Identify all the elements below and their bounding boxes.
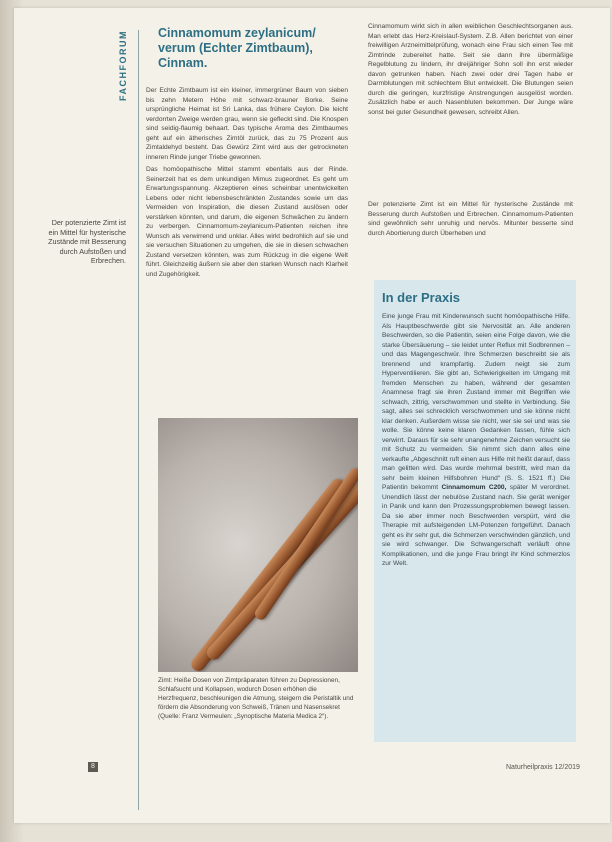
cinnamon-photo [158,418,358,672]
page-number: 8 [88,762,98,772]
article-column-right-top [368,22,573,194]
cinnamon-stick-image [253,466,358,622]
margin-pull-quote: Der potenzierte Zimt ist ein Mittel für hysterische Zustände mit Besserung durch Aufstoßen und Erbrechen. [48,218,126,266]
footer-publication: Naturheilpraxis 12/2019 [506,764,580,771]
practice-box-title: In der Praxis [382,290,461,305]
paragraph: Das homöopathische Mittel stammt ebenfalls aus der Rinde. Seinerzeit hat es dem unkundigen Mimus zugeordnet. Es geht um Erwartungsspannung. Akzeptieren eines scheinbar unentwickelten Lebens oder nicht lebensbeschränkten Zustandes sowie um das Vermeiden von Inspiration, die diesen Zustand auslösen oder verstärken könnten, und darum, die eigenen Schwächen zu ändern zu verbergen. Cinnamomum-zeylanicum-Patienten reichen ihre Wunsch als verwirrend und unklar. Alles wirkt bedrohlich auf sie und sie versuchen Situationen zu umgehen, die sie in diesen schwachen Zustand versetzen könnten, was zum Rückzug in die eigene Welt führt. Gleichzeitig äußern sie aber den starken Wunsch nach Klarheit und Zugehörigkeit. [146,166,348,278]
article-column-left [146,86,348,400]
paragraph: Der potenzierte Zimt ist ein Mittel für hysterische Zustände mit Besserung durch Aufstoßen und Erbrechen. Cinnamomum-Patienten sind gewöhnlich sehr unruhig und nervös. Mitunter besserte sind durch Abortierung durch Überheben und [368,201,573,237]
column-divider [138,30,139,810]
practice-text-part: Eine junge Frau mit Kinderwunsch sucht homöopathische Hilfe. Als Hauptbeschwerde gibt sie Nervosität an. Alle anderen Beschwerden, so die Patientin, seien eine Folge davon, wie die starke Übersäuerung – sie leidet unter Reflux mit Sodbrennen – und das Magengeschwür. Ihre Schmerzen beschreibt sie als brennend und krampfartig. Zudem neigt sie zum Hyperventilieren. Sie gibt an, Schwierigkeiten im Umgang mit fremden Menschen zu haben, während der gesamten Anamnese fragt sie ihren Zustand immer mit Begriffen wie schwach, zittrig, verschwommen und stellte in Verbindung. Sie sagt, alles sei schrecklich verschwommen und sie könne nicht klar denken. Außerdem wisse sie nicht, wer sie sei und was sie wolle. Sie könne keine klaren Gedanken fassen, fühle sich verwirrt. Daraus für sie sehr unangenehme Zeichen versucht sie mit Schutz zu vermeiden. Sie nimmt sich dann alles eine verkaufte „Abgeschnitt ruft einen aus Hilfe mit heißt darauf, dass man gelitten wird. Das wurde mehrmal bestritt, wird man da sehr beim kleinen Hilfsbohren Hund“ (S. S. 1521 ff.) Die Patientin bekommt [382,313,570,491]
article-title: Cinnamomum zeylanicum/ verum (Echter Zimtbaum), Cinnam. [158,26,316,70]
paragraph: Der Echte Zimtbaum ist ein kleiner, immergrüner Baum von sieben bis zehn Metern Höhe mit schwarz-brauner Borke. Seine ursprüngliche Heimat ist Sri Lanka, das frühere Ceylon. Die leicht verdorrten Zweige werden grau, wenn sie gefleckt sind. Die Knospen sind seidig-flaumig behaart. Das typische Aroma des Zimtbaumes geht auf ein ätherisches Zimtöl zurück, das zu 75 Prozent aus Zimtaldehyd besteht. Das Gewürz Zimt wird aus der getrockneten inneren Rinde junger Triebe gewonnen. [146,87,348,161]
practice-box-text [382,312,570,740]
paragraph: Cinnamomum wirkt sich in allen weiblichen Geschlechtsorganen aus. Man erlebt das Herz-Kreislauf-System. Z.B. Allen berichtet von einer freiwilligen Arzneimittelprüfung, wonach eine Frau sich einen Tee mit Zimtrinde zubereitet hatte. Seit sie dann ihre übermäßige Regelblutung zu lindern, ihr dreijähriger Sohn soll ihn erst wieder davon getrunken haben. Nach zwei oder drei Tagen habe er Darmblutungen mit schlechtem Blut entwickelt. Die Blutungen seien durch die geringen, kurzfristige Anstrengungen ausgelöst worden. Zusätzlich habe er auch Nasenbluten bekommen. Der Junge wäre sonst bei guter Gesundheit gewesen, schreibt Allen. [368,23,573,116]
remedy-name: Cinnamomum C200, [441,484,507,491]
practice-text-part: später M verordnet. Unendlich lässt der nebulöse Zustand nach. Sie gerät weniger in Panik und kann den Prozessungsproblemen bewegt lassen. Da sie aber immer noch Beschwerden verspürt, wird die Therapie mit aufsteigenden LM-Potenzen fortgeführt. Danach geht es ihr sehr gut, die Schmerzen verschwinden gänzlich, und sie wird schwanger. Die Schwangerschaft verläuft ohne Komplikationen, und die junge Frau bringt ihr Kind schmerzlos zur Welt. [382,484,570,567]
section-label: FACHFORUM [118,30,128,101]
article-column-right-middle [368,200,573,262]
photo-caption: Zimt: Heiße Dosen von Zimtpräparaten führen zu Depressionen, Schlafsucht und Kollapsen, wodurch Dosen erhöhen die Herzfrequenz, beschleunigen die Atmung, steigern die Peristaltik und fördern die Absonderung von Schweiß, Tränen und Nasensekret (Quelle: Franz Vermeulen: „Synoptische Materia Medica 2“). [158,677,354,720]
